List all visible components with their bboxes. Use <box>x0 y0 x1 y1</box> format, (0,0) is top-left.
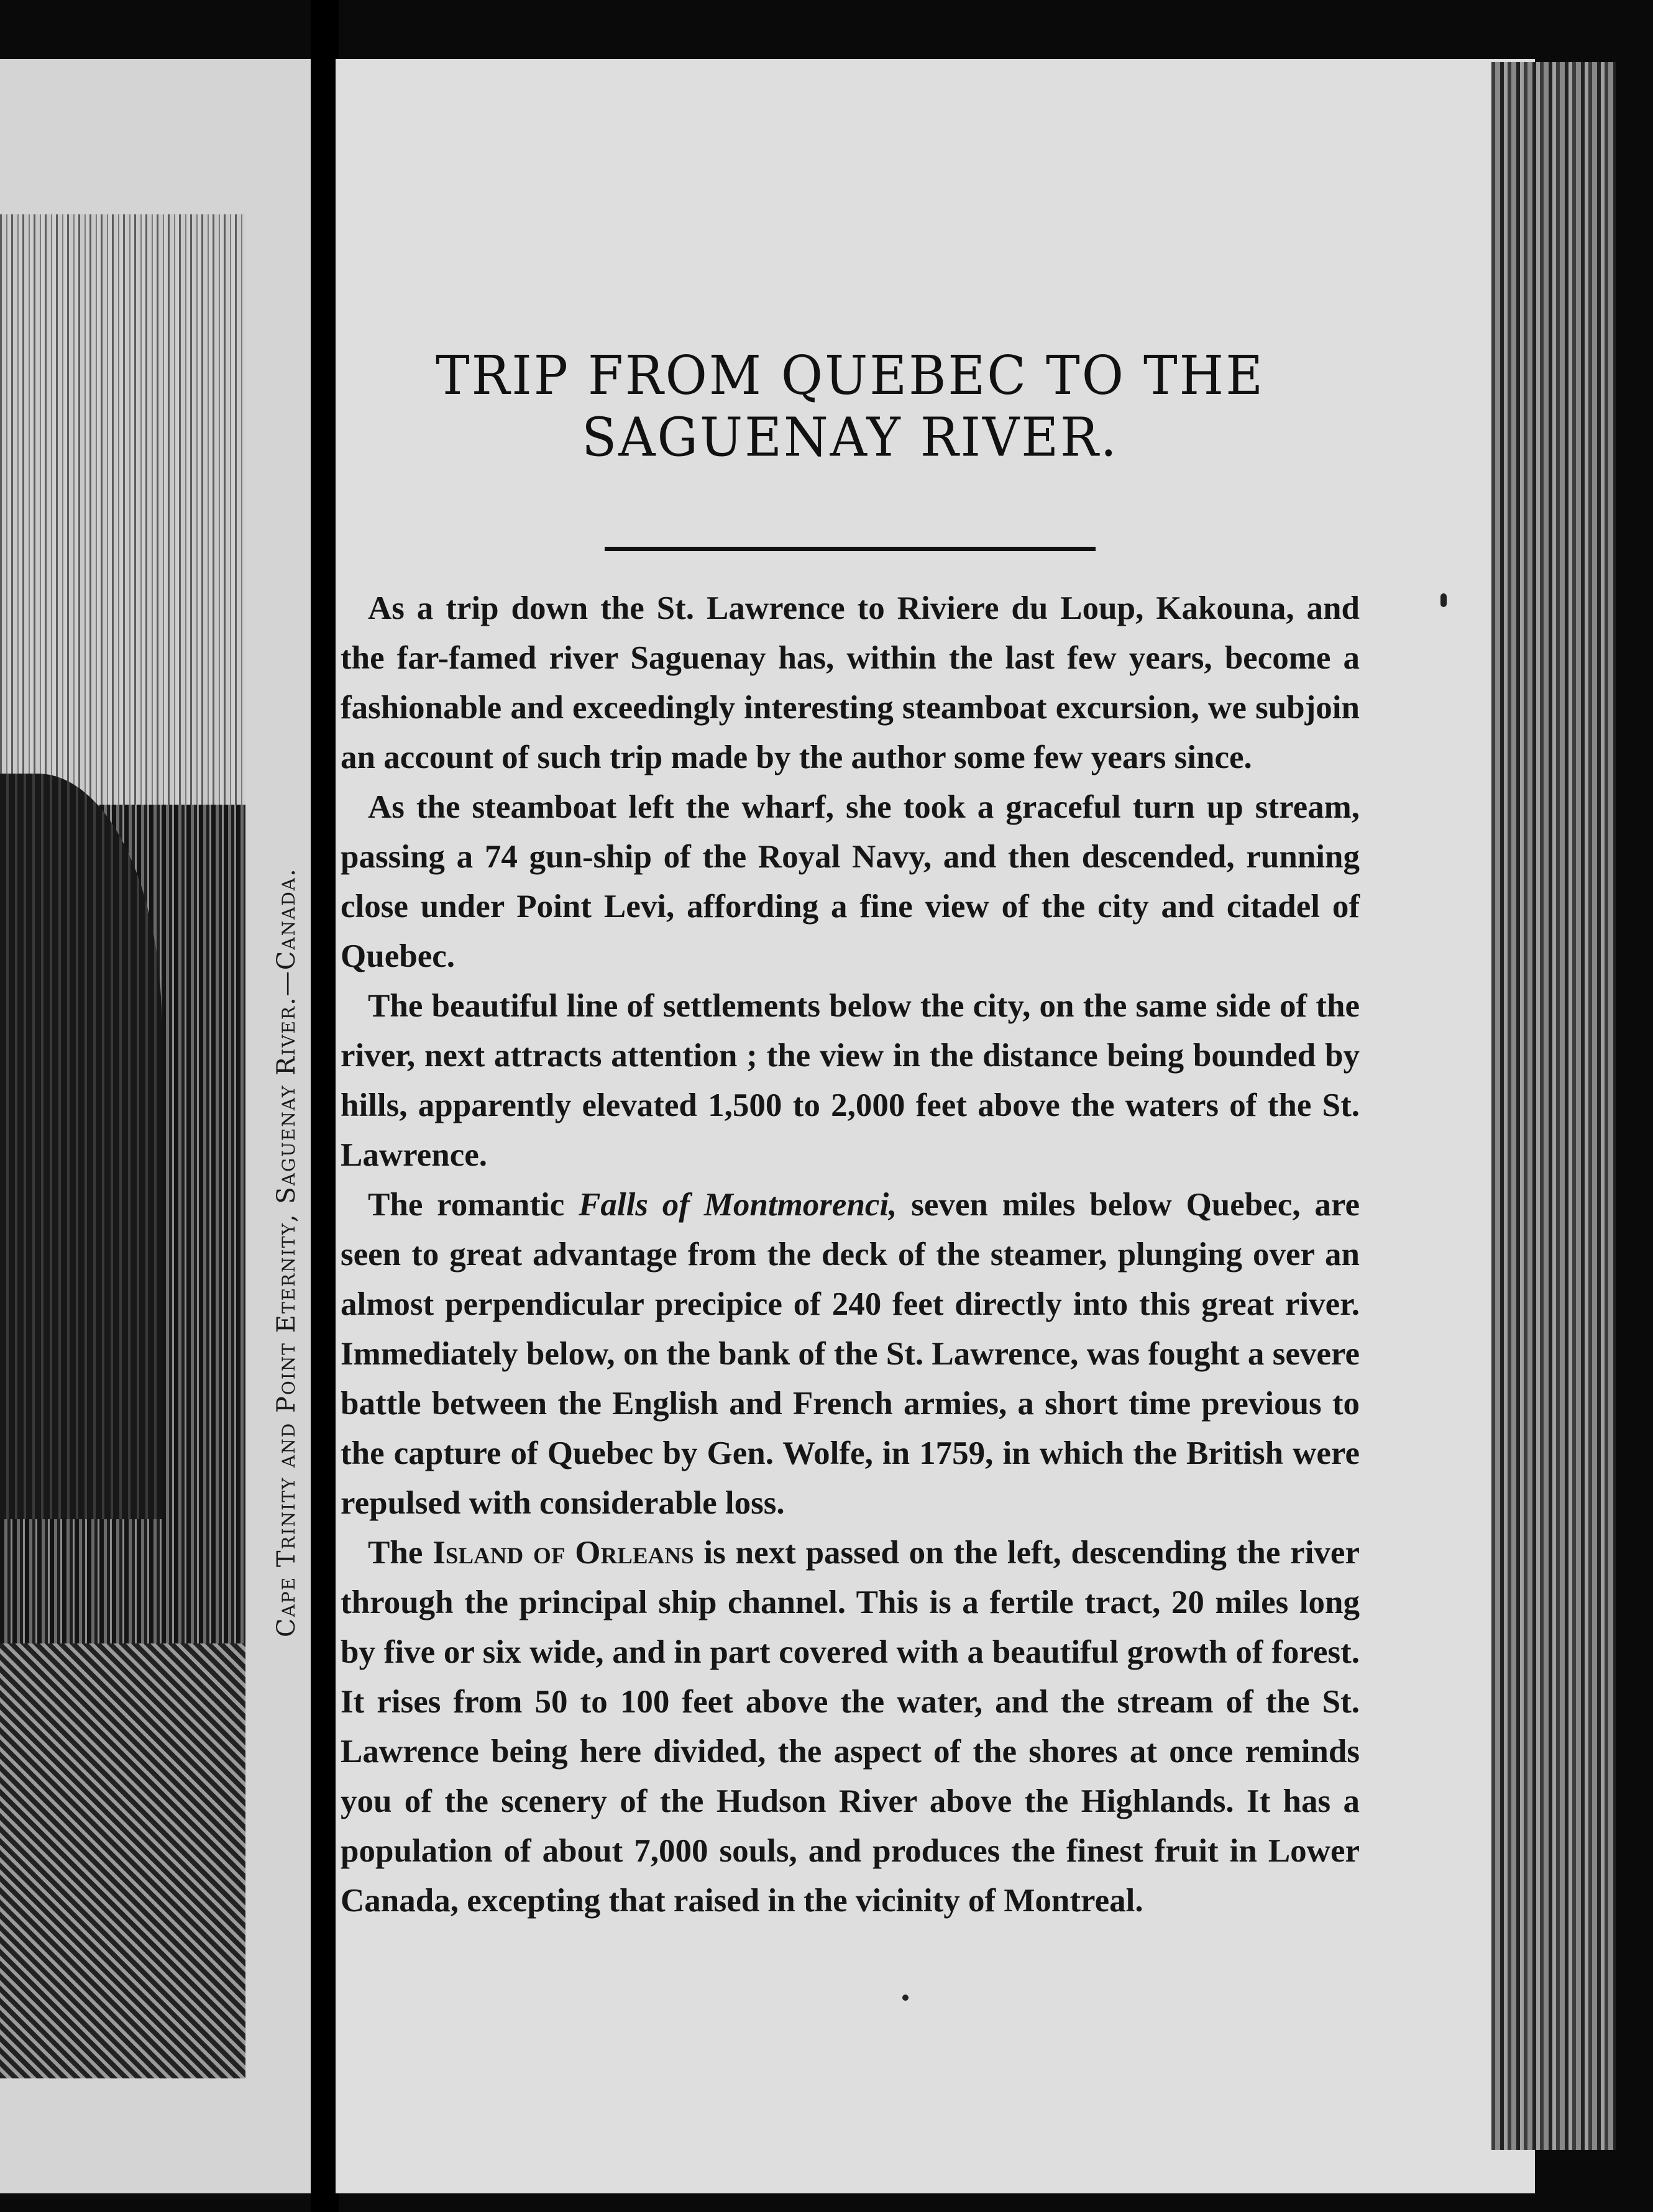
article-body <box>341 583 1360 1926</box>
title-rule <box>605 547 1096 551</box>
paragraph: The beautiful line of settlements below the city, on the same side of the river, next attracts attention ; the view in the distance being bounded by hills, apparently elevated 1,500 to 2,000 feet above the waters of the St. Lawrence. <box>341 988 1360 1173</box>
paragraph-text: The romantic <box>368 1187 579 1223</box>
page-edge-strips <box>1491 62 1616 2150</box>
book-gutter <box>311 0 339 2212</box>
paragraph-text: seven miles below Quebec, are seen to great advantage from the deck of the steamer, plunging over an almost perpendicular precipice of 240 feet directly into this great river. Immediately below, on the bank of the St. Lawrence, was fought a severe battle between the English and French armies, a short time previous to the capture of Quebec by Gen. Wolfe, in 1759, in which the British were repulsed with considerable loss. <box>341 1187 1360 1521</box>
paragraph: As a trip down the St. Lawrence to Riviere du Loup, Kakouna, and the far-famed river Saguenay has, within the last few years, become a fashionable and exceedingly interesting steamboat excursion, we subjoin an account of such trip made by the author some few years since. <box>341 590 1360 775</box>
paragraph <box>341 1528 1360 1926</box>
left-page <box>0 59 311 2193</box>
engraving-water <box>0 1643 245 2078</box>
illustration-caption: Cape Trinity and Point Eternity, Saguenay River.—Canada. <box>272 867 301 1637</box>
ink-speck <box>902 1995 909 2001</box>
engraving-sky <box>0 214 245 805</box>
engraving-cliff <box>0 774 162 1519</box>
ink-speck <box>1440 593 1447 607</box>
article <box>341 345 1360 1926</box>
small-caps-phrase: Island of Orleans <box>433 1535 694 1571</box>
paragraph-text: The <box>368 1535 433 1571</box>
italic-phrase: Falls of Montmorenci, <box>579 1187 897 1223</box>
paragraph: As the steamboat left the wharf, she took a graceful turn up stream, passing a 74 gun-ship of the Royal Navy, and then descended, running close under Point Levi, affording a fine view of the city and citadel of Quebec. <box>341 789 1360 974</box>
paragraph-text: is next passed on the left, descending the river through the principal ship channel. This is a fertile tract, 20 miles long by five or six wide, and in part covered with a beautiful growth of forest. It rises from 50 to 100 feet above the water, and the stream of the St. Lawrence being here divided, the aspect of the shores at once reminds you of the scenery of the Hudson River above the Highlands. It has a population of about 7,000 souls, and produces the finest fruit in Lower Canada, excepting that raised in the vicinity of Montreal. <box>341 1535 1360 1919</box>
engraving-illustration <box>0 214 245 2078</box>
article-title: TRIP FROM QUEBEC TO THE SAGUENAY RIVER. <box>435 345 1265 469</box>
paragraph <box>341 1180 1360 1528</box>
